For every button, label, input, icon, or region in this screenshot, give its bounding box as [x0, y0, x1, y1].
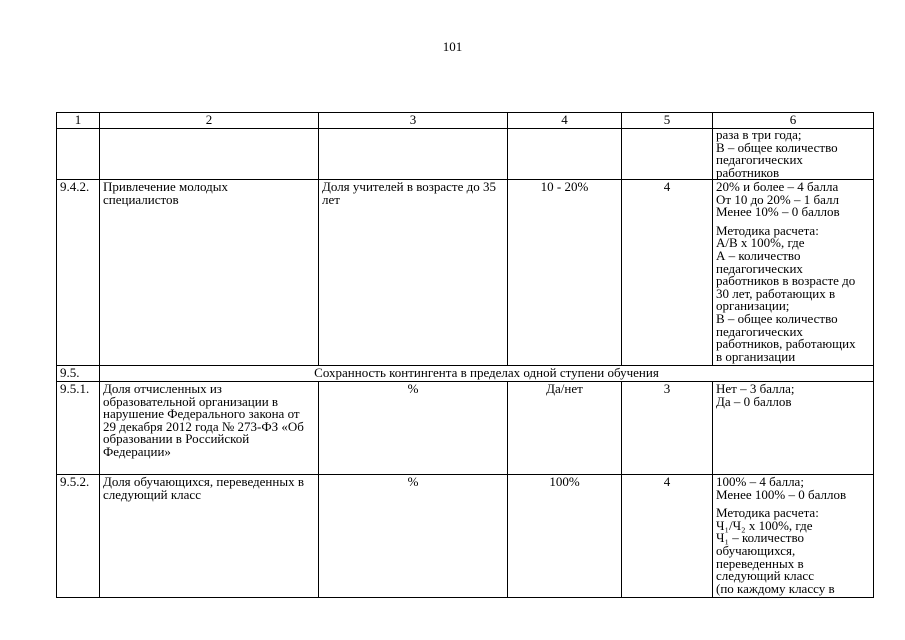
- column-header-4: 4: [507, 112, 622, 129]
- assessment-cell: раза в три года; В – общее количество педагогических работников: [712, 128, 874, 180]
- points-cell: 4: [621, 179, 713, 366]
- norm-cell: 10 - 20%: [507, 179, 622, 366]
- row-number-cell: 9.5.1.: [56, 381, 100, 475]
- indicator-cell: %: [318, 381, 508, 475]
- section-title-cell: Сохранность контингента в пределах одной ступени обучения: [99, 365, 874, 382]
- row-number-cell: 9.5.2.: [56, 474, 100, 598]
- column-header-1: 1: [56, 112, 100, 129]
- method-text: Методика расчета: А/В х 100%, где А – количество педагогических работников в возрасте до 30 лет, работающих в организации; В – общее количество педагогических работников, работающих в организации: [716, 222, 856, 364]
- indicator-cell: Доля учителей в возрасте до 35 лет: [318, 179, 508, 366]
- column-header-6: 6: [712, 112, 874, 129]
- norm-cell: [507, 128, 622, 180]
- column-header-5: 5: [621, 112, 713, 129]
- indicator-cell: %: [318, 474, 508, 598]
- row-number-cell: 9.5.: [56, 365, 100, 382]
- assessment-cell: [712, 179, 874, 366]
- scoring-text: 20% и более – 4 балла От 10 до 20% – 1 балл Менее 10% – 0 баллов: [716, 179, 840, 220]
- points-cell: [621, 128, 713, 180]
- method-text: Методика расчета: Ч₁/Ч₂ х 100%, где Ч₁ – количество обучающихся, переведенных в следующий класс (по каждому классу в: [716, 505, 835, 596]
- column-header-2: 2: [99, 112, 319, 129]
- norm-cell: 100%: [507, 474, 622, 598]
- assessment-cell: [712, 381, 874, 475]
- indicator-cell: [318, 128, 508, 180]
- criterion-cell: Доля обучающихся, переведенных в следующий класс: [99, 474, 319, 598]
- norm-cell: Да/нет: [507, 381, 622, 475]
- criterion-cell: Привлечение молодых специалистов: [99, 179, 319, 366]
- points-cell: 4: [621, 474, 713, 598]
- criterion-cell: [99, 128, 319, 180]
- assessment-cell: [712, 474, 874, 598]
- criterion-cell: Доля отчисленных из образовательной организации в нарушение Федерального закона от 29 декабря 2012 года № 273-ФЗ «Об образовании в Российской Федерации»: [99, 381, 319, 475]
- points-cell: 3: [621, 381, 713, 475]
- row-number-cell: [56, 128, 100, 180]
- scoring-text: 100% – 4 балла; Менее 100% – 0 баллов: [716, 474, 847, 502]
- scoring-text: Нет – 3 балла; Да – 0 баллов: [716, 381, 795, 409]
- page-number: 101: [442, 39, 463, 54]
- row-number-cell: 9.4.2.: [56, 179, 100, 366]
- column-header-3: 3: [318, 112, 508, 129]
